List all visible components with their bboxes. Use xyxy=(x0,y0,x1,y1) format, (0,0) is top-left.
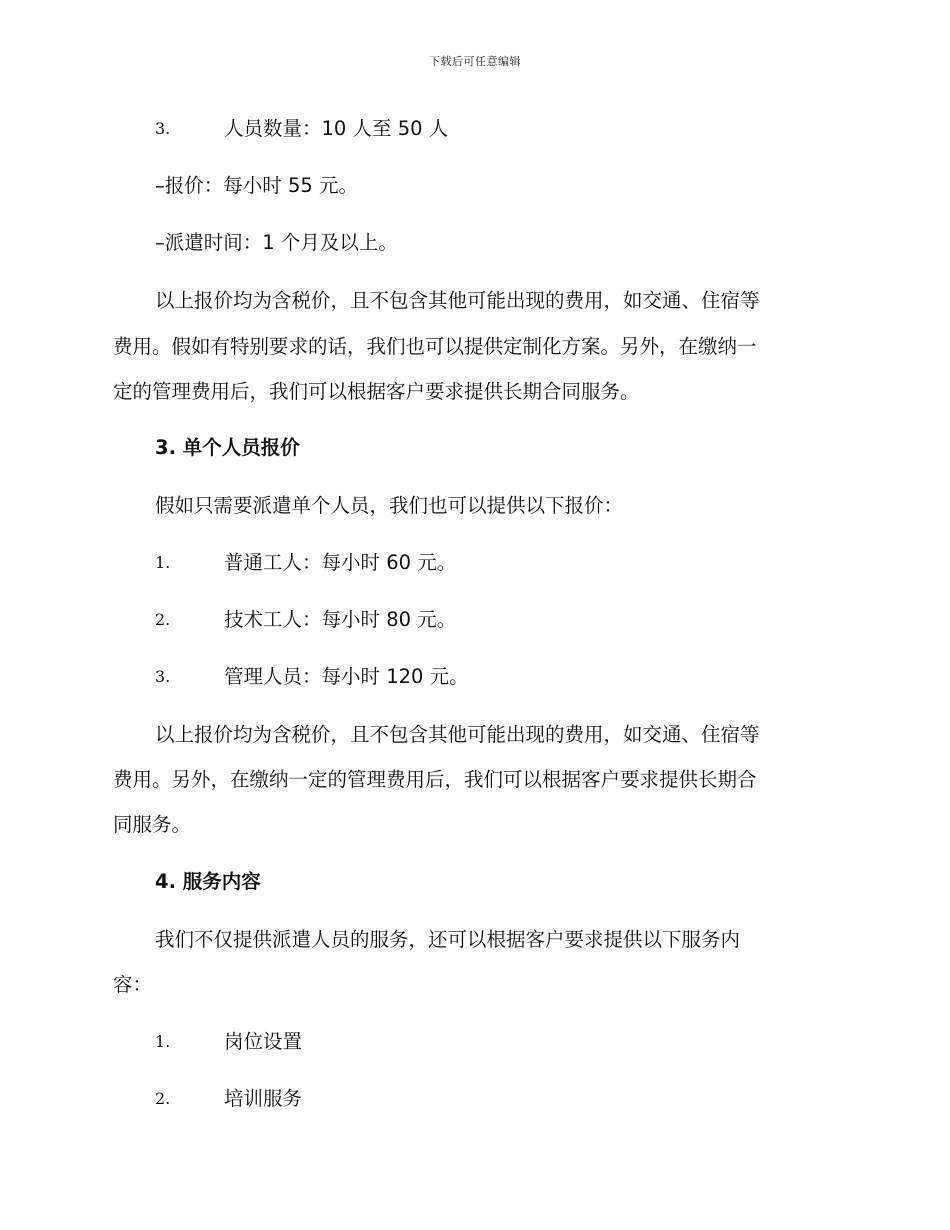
list-text: 技术工人：每小时 80 元。 xyxy=(224,608,457,631)
dash-item: –报价：每小时 55 元。 xyxy=(155,174,358,197)
paragraph-line: 我们不仅提供派遣人员的服务，还可以根据客户要求提供以下服务内 xyxy=(155,928,741,951)
paragraph-line: 费用。假如有特别要求的话，我们也可以提供定制化方案。另外，在缴纳一 xyxy=(113,335,757,358)
dash-item: –派遣时间：1 个月及以上。 xyxy=(155,231,398,254)
section-intro: 假如只需要派遣单个人员，我们也可以提供以下报价： xyxy=(155,494,624,517)
list-number: 1. xyxy=(155,553,171,572)
list-text: 普通工人：每小时 60 元。 xyxy=(224,551,457,574)
list-number: 1. xyxy=(155,1032,171,1051)
page-header: 下载后可任意编辑 xyxy=(429,55,521,68)
list-number: 3. xyxy=(155,119,171,138)
paragraph-line: 同服务。 xyxy=(113,813,192,836)
section-heading: 4. 服务内容 xyxy=(155,870,261,893)
paragraph-line: 容： xyxy=(113,973,153,996)
list-text: 岗位设置 xyxy=(224,1030,303,1053)
paragraph-line: 费用。另外，在缴纳一定的管理费用后，我们可以根据客户要求提供长期合 xyxy=(113,768,757,791)
list-text: 培训服务 xyxy=(224,1087,303,1110)
list-number: 2. xyxy=(155,610,171,629)
paragraph-line: 以上报价均为含税价，且不包含其他可能出现的费用，如交通、住宿等 xyxy=(155,723,760,746)
list-text: 人员数量：10 人至 50 人 xyxy=(224,117,449,140)
paragraph-line: 以上报价均为含税价，且不包含其他可能出现的费用，如交通、住宿等 xyxy=(155,289,760,312)
list-text: 管理人员：每小时 120 元。 xyxy=(224,665,469,688)
list-number: 3. xyxy=(155,667,171,686)
section-heading: 3. 单个人员报价 xyxy=(155,436,300,459)
paragraph-line: 定的管理费用后，我们可以根据客户要求提供长期合同服务。 xyxy=(113,380,640,403)
list-number: 2. xyxy=(155,1089,171,1108)
